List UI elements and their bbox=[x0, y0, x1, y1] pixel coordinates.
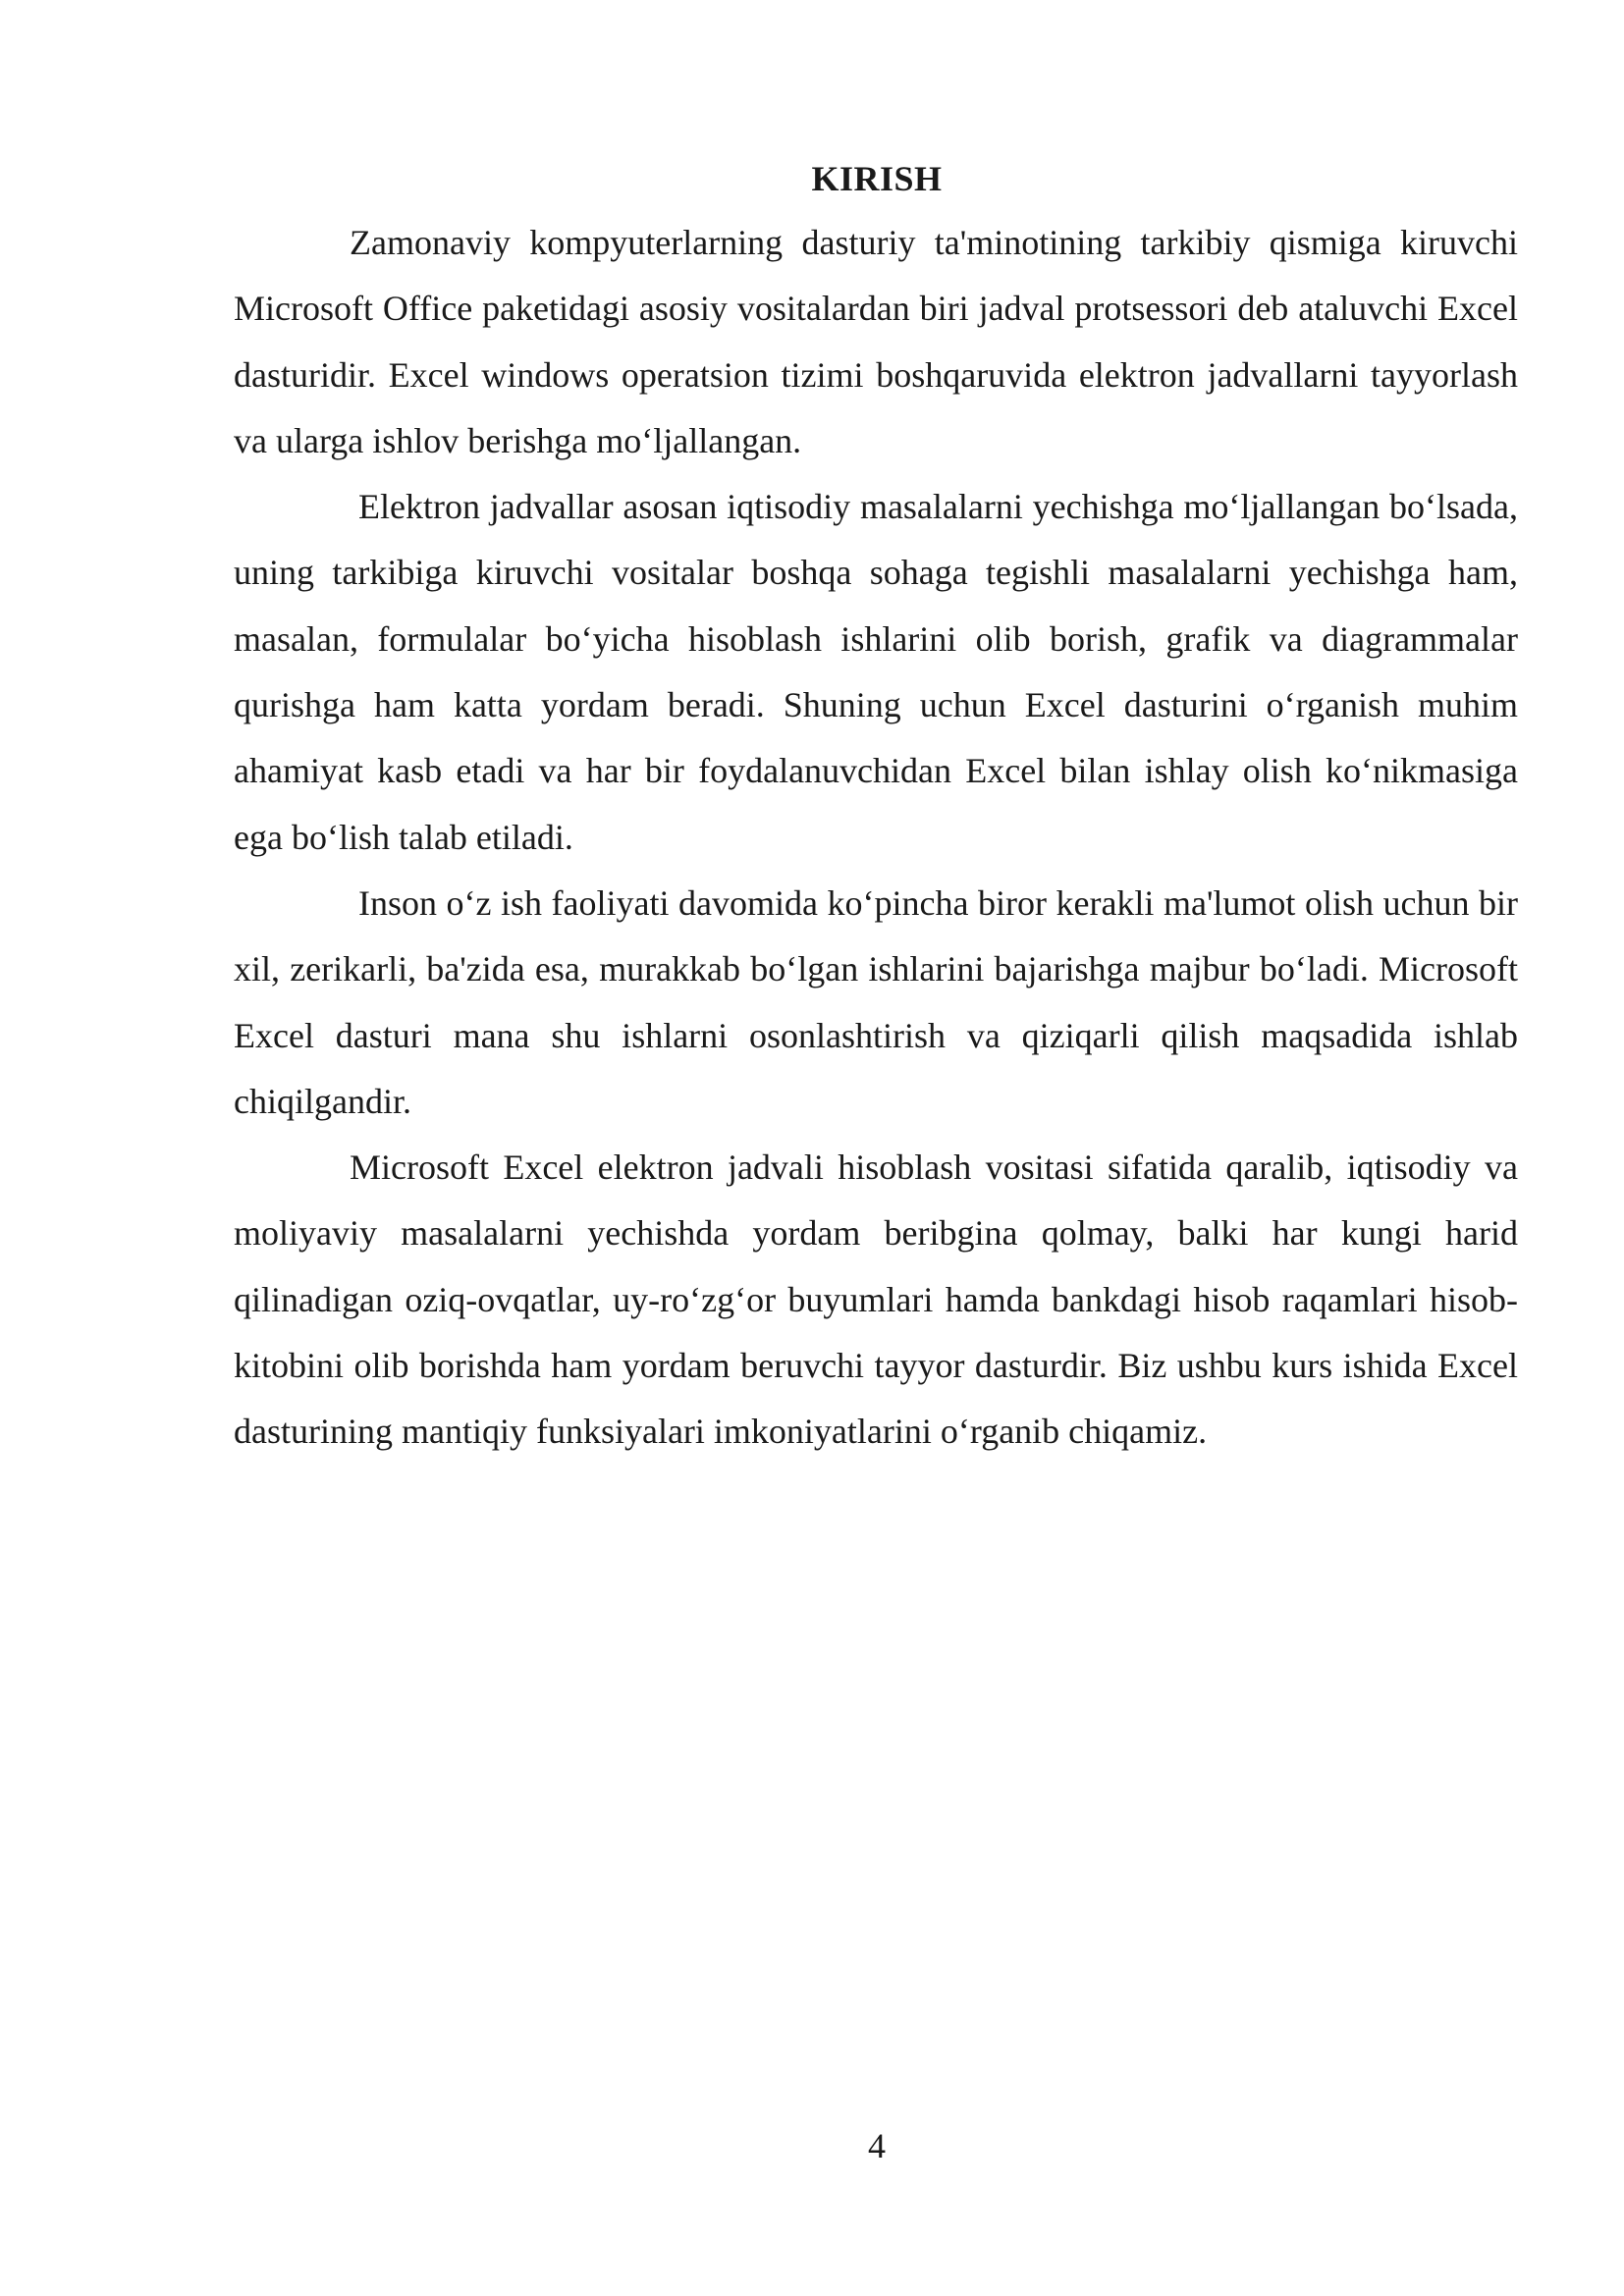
section-heading: KIRISH bbox=[811, 159, 943, 198]
paragraph-2: Elektron jadvallar asosan iqtisodiy masalalarni yechishga mo‘ljallangan bo‘lsada, uning tarkibiga kiruvchi vositalar boshqa sohaga tegishli masalalarni yechishga ham, masalan, formulalar bo‘yicha hisoblash ishlarini olib borish, grafik va diagrammalar qurishga ham katta yordam beradi. Shuning uchun Excel dasturini o‘rganish muhim ahamiyat kasb etadi va har bir foydalanuvchidan Excel bilan ishlay olish ko‘nikmasiga ega bo‘lish talab etiladi. bbox=[234, 487, 1518, 857]
body-text bbox=[234, 210, 1518, 1466]
page-number: 4 bbox=[868, 2126, 886, 2165]
paragraph-3: Inson o‘z ish faoliyati davomida ko‘pincha biror kerakli ma'lumot olish uchun bir xil, zerikarli, ba'zida esa, murakkab bo‘lgan ishlarini bajarishga majbur bo‘ladi. Microsoft Excel dasturi mana shu ishlarni osonlashtirish va qiziqarli qilish maqsadida ishlab chiqilgandir. bbox=[234, 882, 1518, 1121]
paragraph-1: Zamonaviy kompyuterlarning dasturiy ta'minotining tarkibiy qismiga kiruvchi Microsoft Office paketidagi asosiy vositalardan biri jadval protsessori deb ataluvchi Excel dasturidir. Excel windows operatsion tizimi boshqaruvida elektron jadvallarni tayyorlash va ularga ishlov berishga mo‘ljallangan. bbox=[234, 223, 1518, 460]
paragraph-4: Microsoft Excel elektron jadvali hisoblash vositasi sifatida qaralib, iqtisodiy va moliyaviy masalalarni yechishda yordam beribgina qolmay, balki har kungi harid qilinadigan oziq-ovqatlar, uy-ro‘zg‘or buyumlari hamda bankdagi hisob raqamlari hisob-kitobini olib borishda ham yordam beruvchi tayyor dasturdir. Biz ushbu kurs ishida Excel dasturining mantiqiy funksiyalari imkoniyatlarini o‘rganib chiqamiz. bbox=[234, 1148, 1518, 1452]
